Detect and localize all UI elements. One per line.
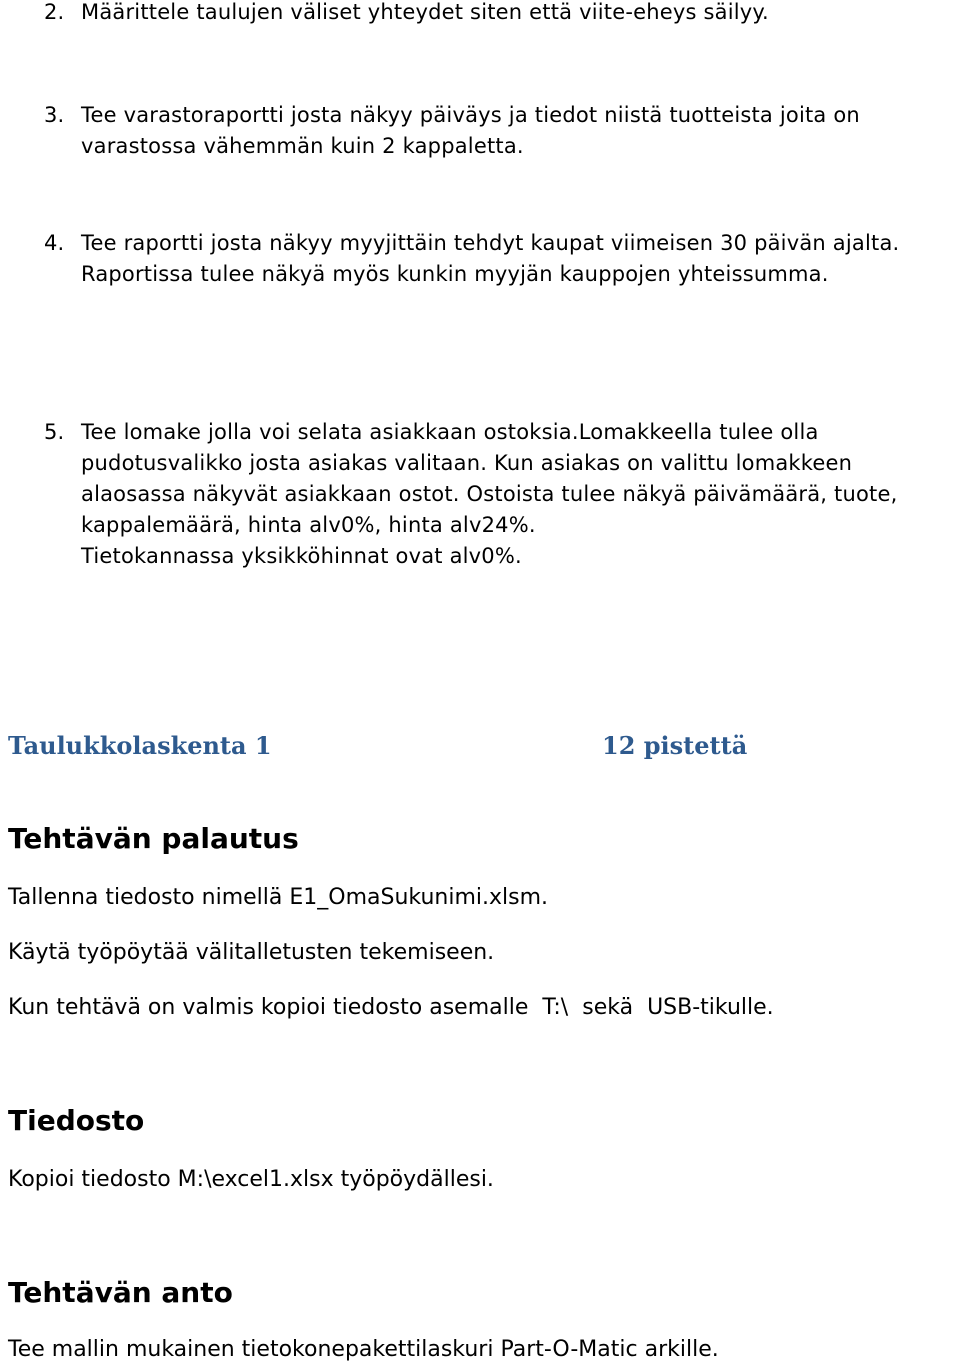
drive-path: T:\ [542, 995, 569, 1020]
list-item-text: Tee varastoraportti josta näkyy päiväys ja tiedot niistä tuotteista joita on [81, 103, 860, 127]
tiedosto-heading: Tiedosto [8, 1104, 145, 1137]
list-item-text: pudotusvalikko josta asiakas valitaan. Kun asiakas on valittu lomakkeen [81, 451, 853, 475]
usb-target: USB-tikulle. [647, 995, 774, 1020]
palautus-line-2: Käytä työpöytää välitalletusten tekemiseen. [8, 940, 495, 965]
palautus-line-3-text: Kun tehtävä on valmis kopioi tiedosto asemalle [8, 995, 529, 1020]
list-item-text: Tee raportti josta näkyy myyjittäin tehdyt kaupat viimeisen 30 päivän ajalta. [81, 231, 900, 255]
list-item-number: 3. [44, 103, 65, 127]
list-item-number: 2. [44, 0, 65, 24]
palautus-line-1: Tallenna tiedosto nimellä E1_OmaSukunimi.xlsm. [8, 885, 549, 910]
list-item-text: alaosassa näkyvät asiakkaan ostot. Ostoista tulee näkyä päivämäärä, tuote, [81, 482, 898, 506]
tiedosto-line-1: Kopioi tiedosto M:\excel1.xlsx työpöydällesi. [8, 1167, 494, 1192]
palautus-heading: Tehtävän palautus [8, 822, 299, 855]
palautus-line-3 [8, 995, 774, 1020]
anto-line-1: Tee mallin mukainen tietokonepakettilaskuri Part-O-Matic arkille. [8, 1337, 719, 1362]
list-item-text: kappalemäärä, hinta alv0%, hinta alv24%. [81, 513, 536, 537]
list-item-text: Tee lomake jolla voi selata asiakkaan ostoksia.Lomakkeella tulee olla [81, 420, 819, 444]
section-points: 12 pistettä [602, 731, 748, 760]
list-item-text: Määrittele taulujen väliset yhteydet siten että viite-eheys säilyy. [81, 0, 769, 24]
list-item-number: 5. [44, 420, 65, 444]
list-item-number: 4. [44, 231, 65, 255]
anto-heading: Tehtävän anto [8, 1276, 233, 1309]
section-title: Taulukkolaskenta 1 [8, 731, 272, 760]
list-item-text: Raportissa tulee näkyä myös kunkin myyjän kauppojen yhteissumma. [81, 262, 829, 286]
list-item-text: varastossa vähemmän kuin 2 kappaletta. [81, 134, 524, 158]
list-item-text: Tietokannassa yksikköhinnat ovat alv0%. [81, 544, 522, 568]
palautus-line-3-and: sekä [582, 995, 634, 1020]
